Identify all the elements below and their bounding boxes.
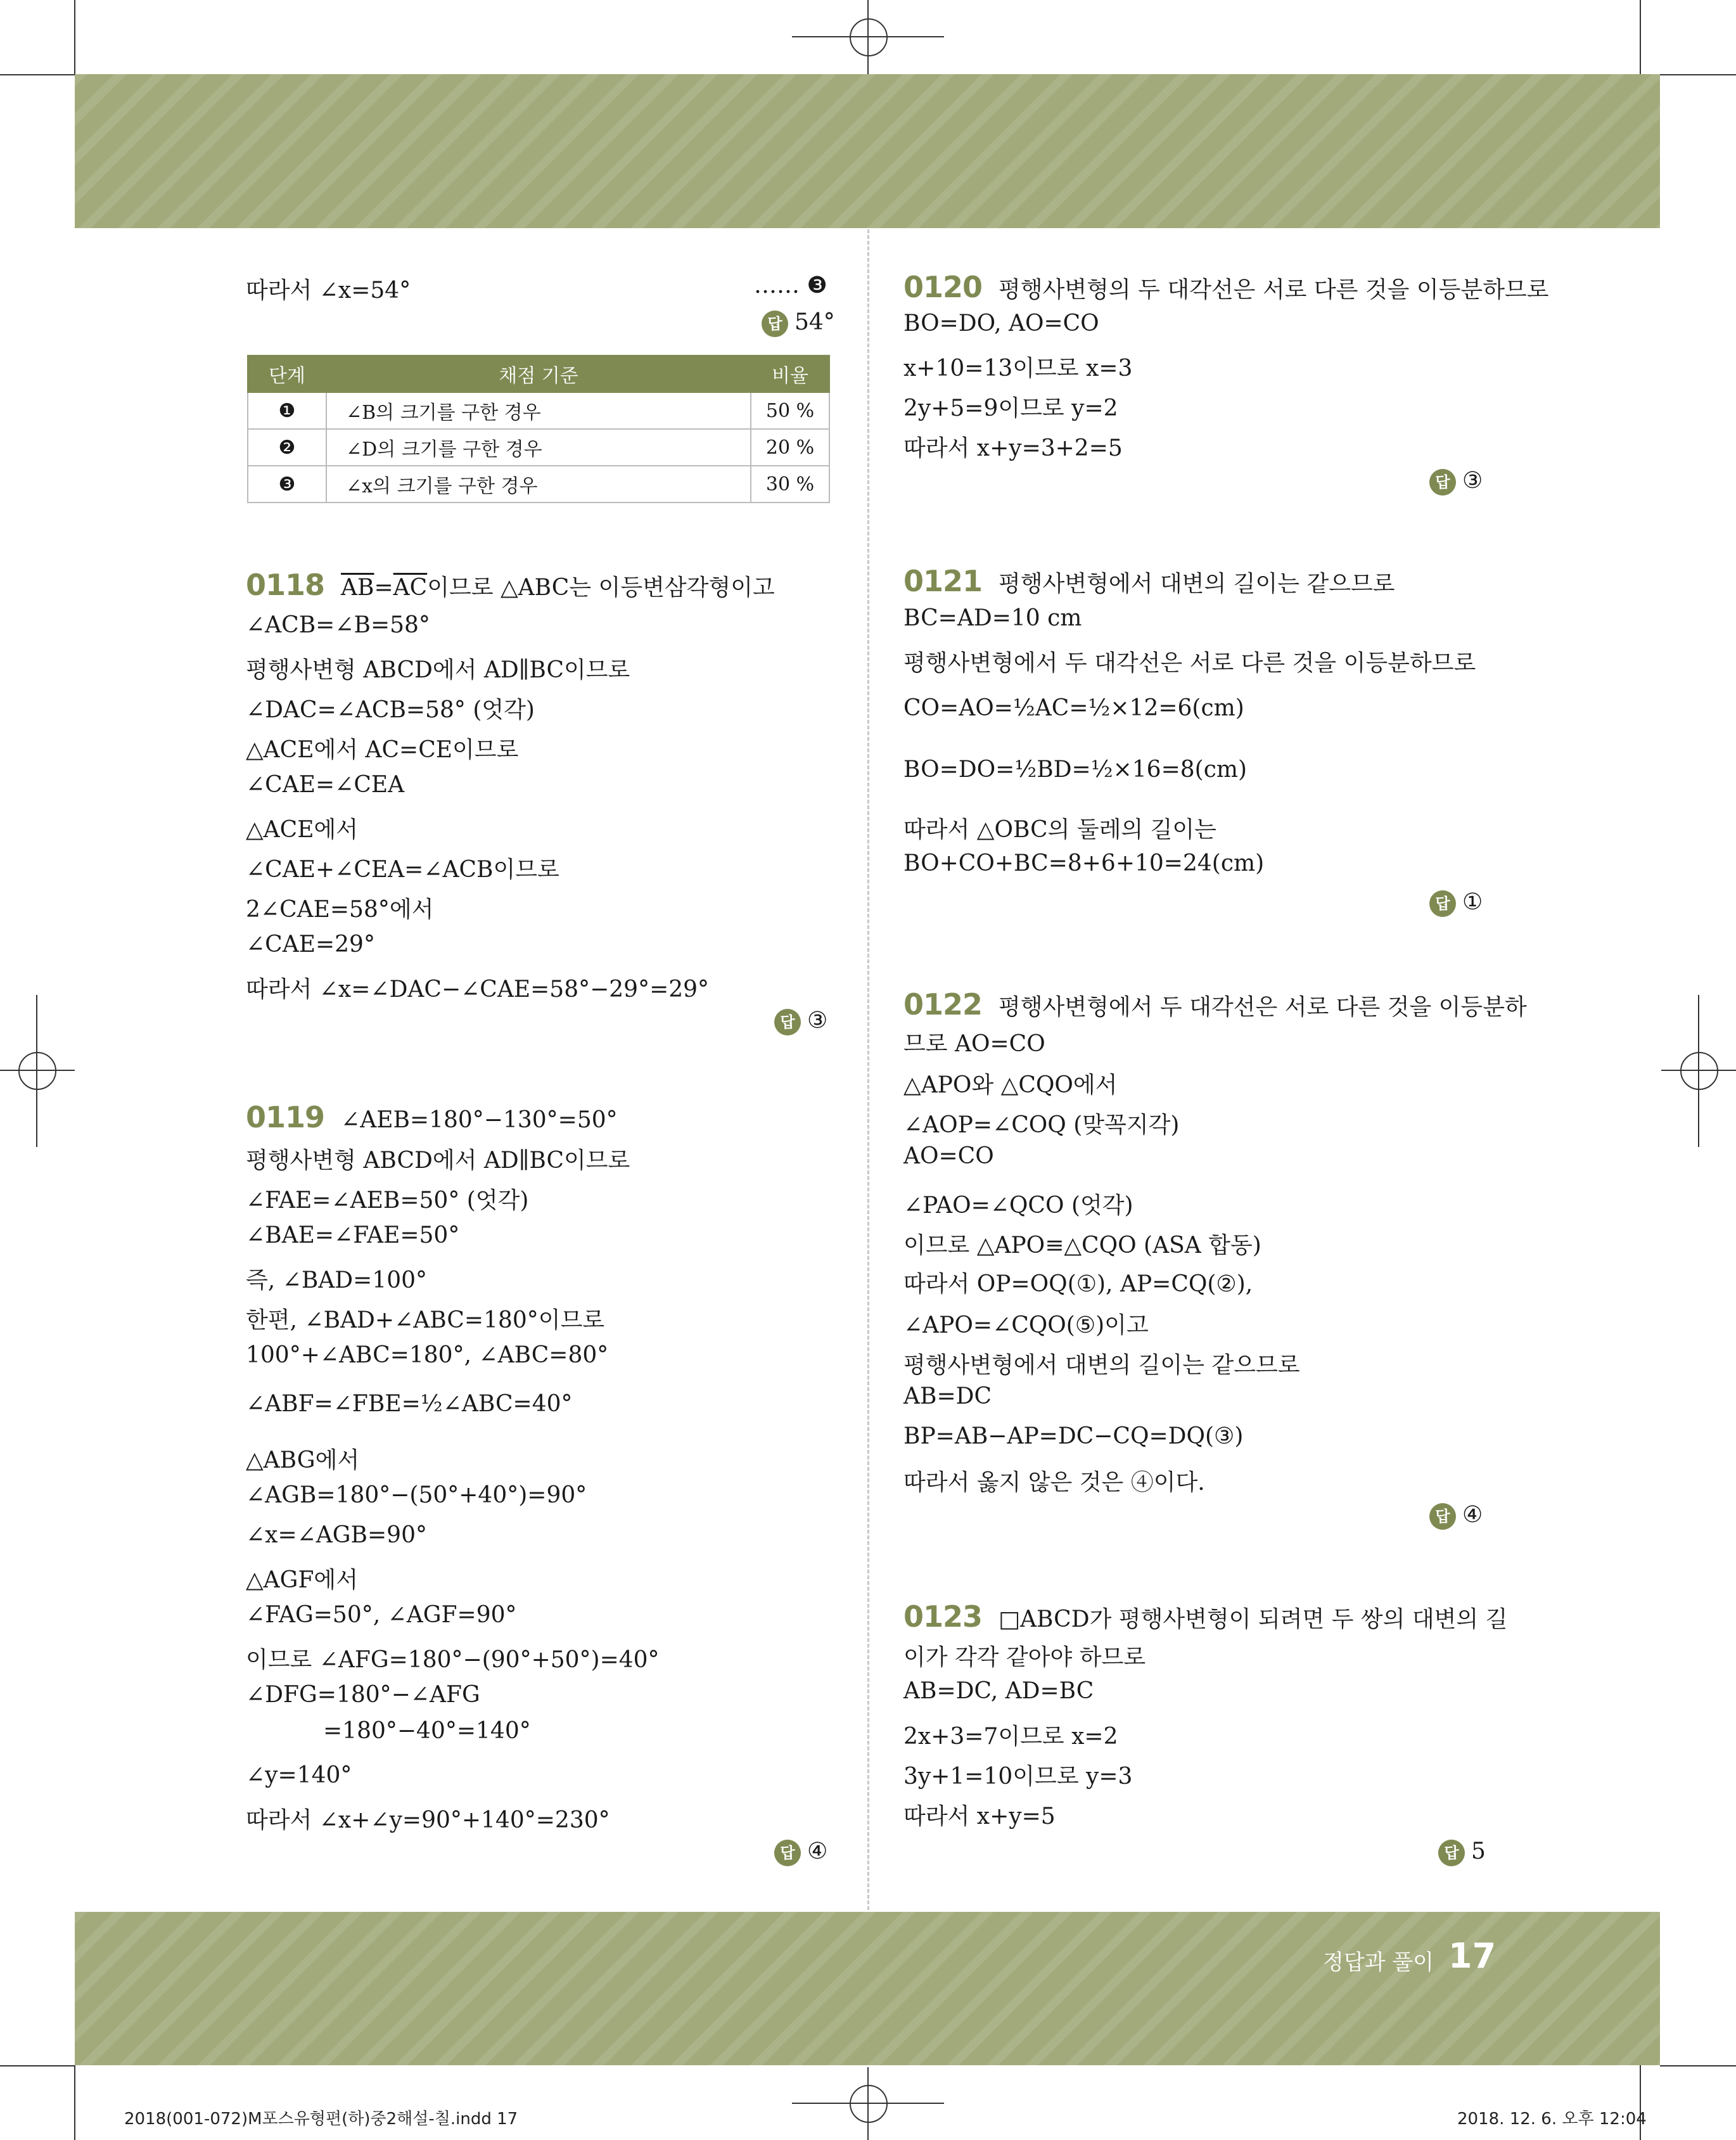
problem-0118-first-line: 0118 $\overline{AB}=\overline{AC}$이므로 △ABC는 이등변삼각형이고 xyxy=(246,568,775,602)
solution-line: 즉, ∠BAD=100° xyxy=(246,1267,428,1293)
solution-line: 므로 AO=CO xyxy=(903,1031,1045,1057)
solution-line: △ABG에서 xyxy=(246,1447,360,1473)
solution-line: ∠BAE=∠FAE=50° xyxy=(246,1222,460,1248)
solution-line: ∠DFG=180°−∠AFG xyxy=(246,1682,480,1708)
crop-mark xyxy=(1640,0,1641,74)
solution-line: BP=AB−AP=DC−CQ=DQ(③) xyxy=(903,1423,1244,1449)
solution-line: BO=DO=½BD=½×16=8(cm) xyxy=(903,757,1248,783)
page-number: 17 xyxy=(1448,1936,1497,1976)
section-title: 정답과 풀이 xyxy=(1323,1950,1434,1975)
problem-number: 0120 xyxy=(903,270,983,304)
answer-badge: 답 xyxy=(774,1840,801,1866)
answer-badge: 답 xyxy=(1429,1503,1456,1530)
solution-line: 2∠CAE=58°에서 xyxy=(246,897,434,923)
solution-line: 100°+∠ABC=180°, ∠ABC=80° xyxy=(246,1342,609,1368)
header-step: 단계 xyxy=(248,356,326,392)
solution-line: ∠ABF=∠FBE=½∠ABC=40° xyxy=(246,1391,573,1417)
solution-line: 따라서 ∠x=∠DAC−∠CAE=58°−29°=29° xyxy=(246,977,710,1003)
solution-line: x+10=13이므로 x=3 xyxy=(903,356,1133,381)
solution-line: 따라서 △OBC의 둘레의 길이는 xyxy=(903,817,1216,843)
solution-line: ∠CAE=∠CEA xyxy=(246,772,405,798)
solution-line: ∠PAO=∠QCO (엇각) xyxy=(903,1193,1133,1219)
answer-badge: 답 xyxy=(762,311,788,337)
solution-line: BO+CO+BC=8+6+10=24(cm) xyxy=(903,850,1265,876)
solution-line: ∠DAC=∠ACB=58° (엇각) xyxy=(246,697,535,723)
table-row xyxy=(248,392,829,429)
crop-mark xyxy=(74,2065,75,2140)
solution-line: ∠y=140° xyxy=(246,1762,352,1788)
answer-badge: 답 xyxy=(1438,1840,1465,1866)
intro-step: …… ❸ xyxy=(754,272,827,298)
solution-line: ∠x=∠AGB=90° xyxy=(246,1522,427,1548)
solution-line: △ACE에서 AC=CE이므로 xyxy=(246,737,519,763)
solution-line: AO=CO xyxy=(903,1143,994,1169)
answer-badge: 답 xyxy=(1429,469,1456,496)
answer-0120: 답 ③ xyxy=(1429,468,1483,496)
registration-circle xyxy=(850,18,888,56)
answer-0118: 답 ③ xyxy=(774,1008,827,1035)
solution-line: 2x+3=7이므로 x=2 xyxy=(903,1724,1118,1750)
solution-line: 3y+1=10이므로 y=3 xyxy=(903,1764,1133,1790)
row-step: ❷ xyxy=(248,429,326,466)
problem-0123-first-line: 0123 □ABCD가 평행사변형이 되려면 두 쌍의 대변의 길 xyxy=(903,1599,1508,1634)
registration-circle xyxy=(850,2085,888,2123)
solution-line: ∠FAE=∠AEB=50° (엇각) xyxy=(246,1188,529,1214)
crop-mark xyxy=(74,0,75,74)
registration-circle xyxy=(1680,1052,1718,1090)
solution-line: 따라서 옳지 않은 것은 ④이다. xyxy=(903,1470,1205,1496)
solution-line: ∠AOP=∠COQ (맞꼭지각) xyxy=(903,1112,1180,1138)
intro-answer: 답 54° xyxy=(762,309,835,337)
segment-ac: $\overline{AC}$ xyxy=(393,575,428,601)
solution-line: ∠FAG=50°, ∠AGF=90° xyxy=(246,1602,517,1628)
solution-line: BC=AD=10 cm xyxy=(903,605,1082,631)
problem-number: 0118 xyxy=(246,568,325,602)
solution-line: 따라서 x+y=3+2=5 xyxy=(903,435,1123,461)
row-ratio: 20 % xyxy=(751,429,829,466)
crop-mark xyxy=(1660,2065,1736,2066)
solution-line: ∠CAE=29° xyxy=(246,932,375,958)
row-criterion: ∠D의 크기를 구한 경우 xyxy=(326,429,751,466)
crop-mark xyxy=(0,74,75,75)
problem-number: 0119 xyxy=(246,1100,325,1134)
answer-0122: 답 ④ xyxy=(1429,1502,1483,1530)
solution-line: 평행사변형 ABCD에서 AD∥BC이므로 xyxy=(246,657,630,683)
solution-line: △APO와 △CQO에서 xyxy=(903,1072,1118,1098)
table-header xyxy=(248,356,829,392)
row-criterion: ∠B의 크기를 구한 경우 xyxy=(326,392,751,429)
problem-0122-first-line: 0122 평행사변형에서 두 대각선은 서로 다른 것을 이등분하 xyxy=(903,987,1527,1022)
solution-line: 따라서 ∠x+∠y=90°+140°=230° xyxy=(246,1807,610,1833)
problem-0119-first-line: 0119 ∠AEB=180°−130°=50° xyxy=(246,1100,618,1134)
table-row xyxy=(248,466,829,503)
solution-line: ∠CAE+∠CEA=∠ACB이므로 xyxy=(246,857,559,883)
solution-line: AB=DC, AD=BC xyxy=(903,1678,1094,1704)
problem-0121-first-line: 0121 평행사변형에서 대변의 길이는 같으므로 xyxy=(903,564,1395,598)
file-info: 2018(001-072)M포스유형편(하)중2해설-칠.indd 17 xyxy=(124,2110,518,2129)
solution-line: 이므로 △APO≡△CQO (ASA 합동) xyxy=(903,1233,1261,1259)
solution-line: ∠ACB=∠B=58° xyxy=(246,612,430,638)
solution-line: BO=DO, AO=CO xyxy=(903,311,1099,336)
solution-line: 이가 각각 같아야 하므로 xyxy=(903,1644,1146,1670)
answer-badge: 답 xyxy=(774,1009,801,1035)
solution-line: 평행사변형에서 대변의 길이는 같으므로 xyxy=(903,1352,1300,1378)
row-ratio: 30 % xyxy=(751,466,829,503)
solution-line: △AGF에서 xyxy=(246,1567,358,1593)
problem-0120-first-line: 0120 평행사변형의 두 대각선은 서로 다른 것을 이등분하므로 xyxy=(903,270,1549,304)
solution-line: =180°−40°=140° xyxy=(323,1718,531,1744)
solution-line: AB=DC xyxy=(903,1383,992,1409)
header-band xyxy=(75,74,1660,228)
problem-number: 0122 xyxy=(903,987,983,1022)
solution-line: 이므로 ∠AFG=180°−(90°+50°)=40° xyxy=(246,1647,660,1673)
problem-number: 0123 xyxy=(903,1599,983,1634)
row-ratio: 50 % xyxy=(751,392,829,429)
registration-circle xyxy=(18,1052,56,1090)
table-row xyxy=(248,429,829,466)
intro-text: 따라서 ∠x=54° xyxy=(246,278,411,304)
crop-mark xyxy=(1660,74,1736,75)
header-criterion: 채점 기준 xyxy=(326,356,751,392)
row-criterion: ∠x의 크기를 구한 경우 xyxy=(326,466,751,503)
solution-line: 평행사변형 ABCD에서 AD∥BC이므로 xyxy=(246,1148,630,1174)
answer-0121: 답 ① xyxy=(1429,889,1483,917)
segment-ab: $\overline{AB}$ xyxy=(341,575,374,601)
solution-line: 따라서 x+y=5 xyxy=(903,1804,1056,1829)
header-ratio: 비율 xyxy=(751,356,829,392)
solution-line: 한편, ∠BAD+∠ABC=180°이므로 xyxy=(246,1307,605,1333)
answer-badge: 답 xyxy=(1429,890,1456,917)
solution-line: 평행사변형에서 두 대각선은 서로 다른 것을 이등분하므로 xyxy=(903,650,1476,676)
row-step: ❶ xyxy=(248,392,326,429)
footer-band xyxy=(75,1912,1660,2065)
solution-line: △ACE에서 xyxy=(246,817,359,843)
solution-line: ∠APO=∠CQO(⑤)이고 xyxy=(903,1312,1149,1338)
solution-line: 2y+5=9이므로 y=2 xyxy=(903,395,1118,421)
column-divider xyxy=(867,229,869,1910)
answer-0123: 답 5 xyxy=(1438,1838,1486,1866)
problem-number: 0121 xyxy=(903,564,983,598)
answer-0119: 답 ④ xyxy=(774,1838,827,1866)
row-step: ❸ xyxy=(248,466,326,503)
crop-mark xyxy=(0,2065,75,2066)
solution-line: ∠AGB=180°−(50°+40°)=90° xyxy=(246,1482,587,1508)
solution-line: 따라서 OP=OQ(①), AP=CQ(②), xyxy=(903,1271,1253,1297)
scoring-table xyxy=(247,355,830,503)
solution-line: CO=AO=½AC=½×12=6(cm) xyxy=(903,695,1244,721)
print-date: 2018. 12. 6. 오후 12:04 xyxy=(1457,2110,1647,2129)
